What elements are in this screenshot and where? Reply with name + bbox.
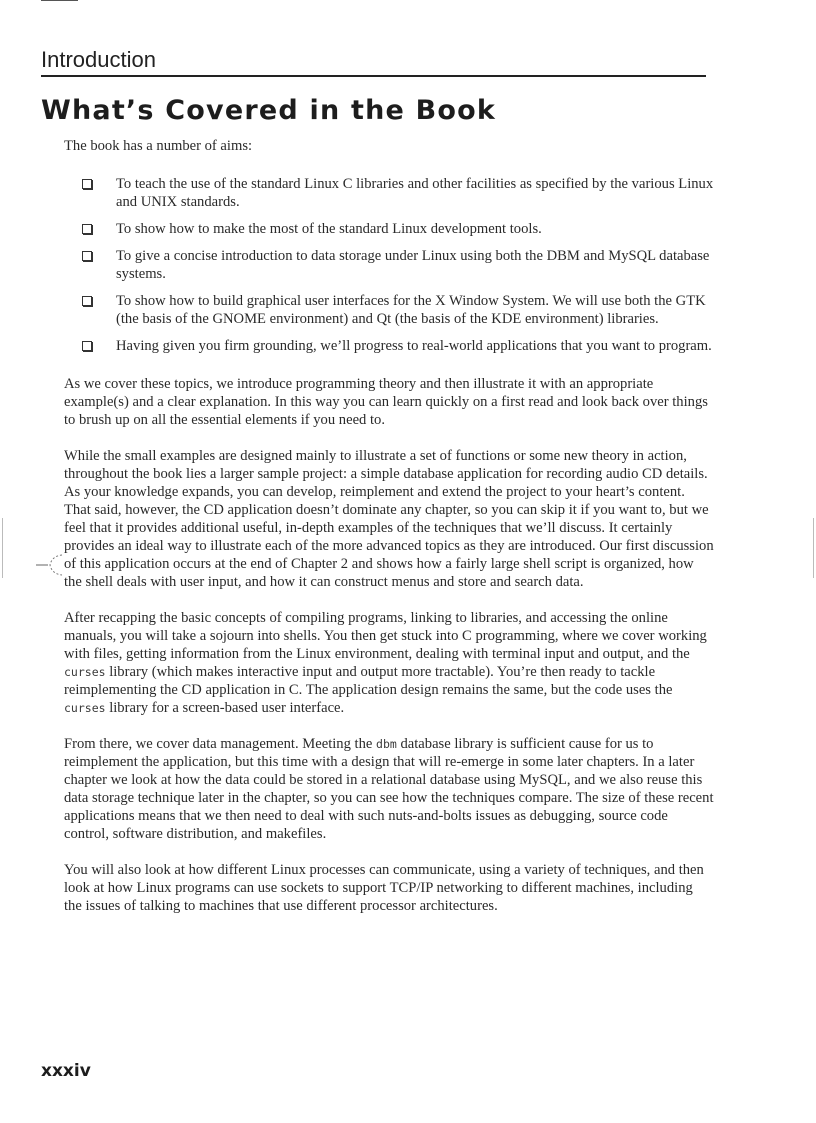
checkbox-bullet-icon xyxy=(82,224,92,234)
list-item xyxy=(64,220,714,238)
paragraph-processes: You will also look at how different Linux processes can communicate, using a variety of techniques, and then look at how Linux programs can use sockets to support TCP/IP networking to different machines, including the issues of talking to machines that use different processor architectures. xyxy=(64,862,704,914)
section-heading: What’s Covered in the Book xyxy=(41,95,497,126)
margin-bracket-icon xyxy=(36,552,66,578)
text-run: library for a screen-based user interface. xyxy=(105,700,345,716)
paragraph-sample-project: While the small examples are designed mainly to illustrate a set of functions or some new theory in action, throughout the book lies a larger sample project: a simple database application for recording audio CD details. As your knowledge expands, you can develop, reimplement and extend the project to your heart’s content. That said, however, the CD application doesn’t dominate any chapter, so you can skip it if you want to, but we feel that it provides additional useful, in-depth examples of the techniques that we’ll discuss. It certainly provides an ideal way to illustrate each of the more advanced topics as they are introduced. Our first discussion of this application occurs at the end of Chapter 2 and shows how a fairly large shell script is organized, how the shell deals with user input, and how it can construct menus and store and search data. xyxy=(64,448,714,590)
list-item-text: To show how to build graphical user interfaces for the X Window System. We will use both the GTK (the basis of the GNOME environment) and Qt (the basis of the KDE environment) libraries. xyxy=(116,293,706,327)
text-run: database library is sufficient cause for us to reimplement the application, but this time with a design that will re-emerge in some later chapters. In a later chapter we look at how the data could be stored in a relational database using MySQL, and we also reuse this data storage technique later in the chapter, so you can see how the techniques compare. The size of these recent applications means that we then need to deal with such nuts-and-bolts issues as debugging, source code control, software distribution, and makefiles. xyxy=(64,736,714,842)
intro-paragraph: The book has a number of aims: xyxy=(64,138,253,154)
list-item-text: Having given you firm grounding, we’ll progress to real-world applications that you want to program. xyxy=(116,338,712,354)
list-item xyxy=(64,292,714,328)
paragraph-curses xyxy=(64,609,714,717)
list-item-text: To give a concise introduction to data storage under Linux using both the DBM and MySQL database systems. xyxy=(116,248,710,282)
right-edge-line xyxy=(813,518,814,578)
body-text xyxy=(64,137,714,933)
list-item xyxy=(64,247,714,283)
aims-list xyxy=(64,175,714,355)
list-item xyxy=(64,175,714,211)
page-number: xxxiv xyxy=(41,1061,91,1081)
code-dbm: dbm xyxy=(376,737,397,751)
list-item xyxy=(64,337,714,355)
checkbox-bullet-icon xyxy=(82,341,92,351)
left-edge-line xyxy=(2,518,3,578)
list-item-text: To show how to make the most of the standard Linux development tools. xyxy=(116,221,542,237)
paragraph-data-management xyxy=(64,735,714,843)
checkbox-bullet-icon xyxy=(82,179,92,189)
text-run: library (which makes interactive input and output more tractable). You’re then ready to tackle reimplementing the CD application in C. The application design remains the same, but the code uses the xyxy=(64,664,673,698)
paragraph-topics: As we cover these topics, we introduce programming theory and then illustrate it with an appropriate example(s) and a clear explanation. In this way you can learn quickly on a first read and look back over things to brush up on all the essential elements if you need to. xyxy=(64,376,708,428)
top-rule xyxy=(41,0,78,1)
checkbox-bullet-icon xyxy=(82,251,92,261)
checkbox-bullet-icon xyxy=(82,296,92,306)
list-item-text: To teach the use of the standard Linux C libraries and other facilities as specified by the various Linux and UNIX standards. xyxy=(116,176,714,210)
text-run: From there, we cover data management. Meeting the xyxy=(64,736,377,752)
code-curses: curses xyxy=(64,701,106,715)
running-head: Introduction xyxy=(41,46,706,77)
text-run: After recapping the basic concepts of compiling programs, linking to libraries, and accessing the online manuals, you will take a sojourn into shells. You then get stuck into C programming, where we cover working with files, getting information from the Linux environment, dealing with terminal input and output, and the xyxy=(64,610,707,662)
code-curses: curses xyxy=(64,665,106,679)
